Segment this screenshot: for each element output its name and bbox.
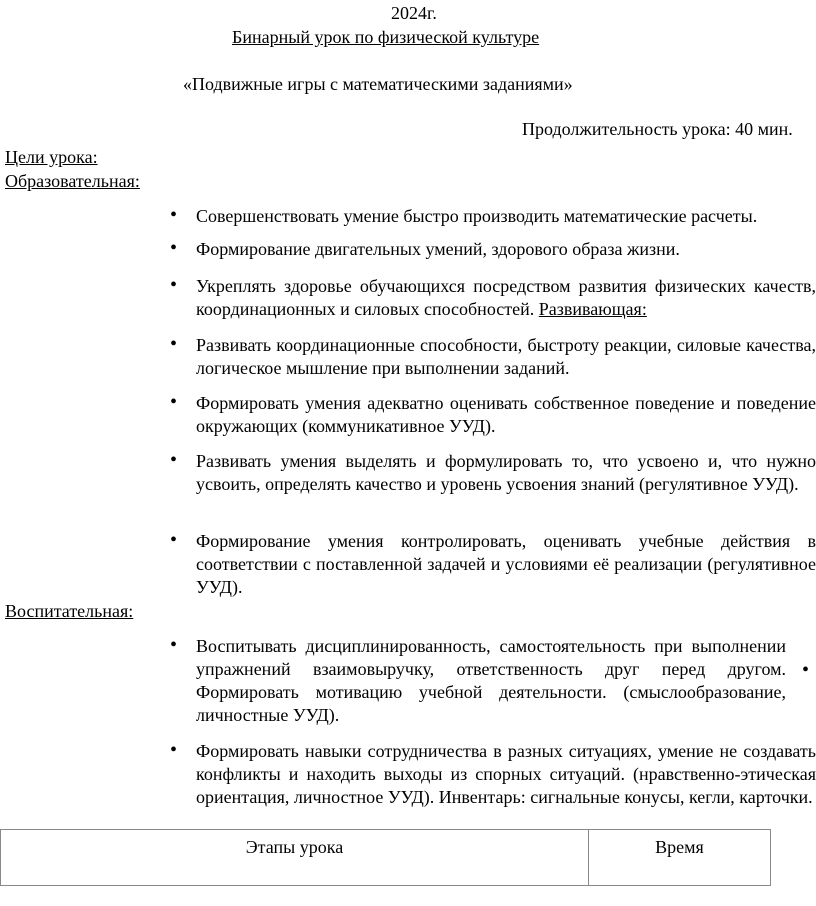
- educational-heading: Образовательная:: [5, 171, 140, 191]
- bullet-icon: •: [170, 739, 178, 761]
- bullet-icon: •: [170, 529, 178, 551]
- goals-heading: Цели урока:: [5, 147, 98, 167]
- developing-item-1: Развивать координационные способности, быстроту реакции, силовые качества, логическое мышление при выполнении заданий.: [196, 335, 816, 378]
- upbringing-item-2: Формировать мотивацию учебной деятельности. (смыслообразование, личностные УУД).: [196, 682, 786, 725]
- bullet-icon: •: [170, 333, 178, 355]
- list-item: [196, 238, 816, 261]
- developing-item-3: Развивать умения выделять и формулировать то, что усвоено и, что нужно усвоить, определять качество и уровень усвоения знаний (регулятивное УУД).: [196, 451, 816, 494]
- educational-item-2: Формирование двигательных умений, здорового образа жизни.: [196, 239, 680, 259]
- list-item: [196, 205, 816, 228]
- developing-heading: Развивающая:: [538, 299, 647, 319]
- bullet-icon: •: [170, 634, 178, 656]
- developing-item-2: Формировать умения адекватно оценивать собственное поведение и поведение окружающих (коммуникативное УУД).: [196, 393, 816, 436]
- upbringing-heading: Воспитательная:: [5, 601, 134, 621]
- developing-item-4: Формирование умения контролировать, оценивать учебные действия в соответствии с поставленной задачей и условиями её реализации (регулятивное УУД).: [196, 531, 816, 597]
- list-item: [196, 334, 816, 380]
- upbringing-item-1: Воспитывать дисциплинированность, самостоятельность при выполнении упражнений взаимовыручку, ответственность друг перед другом.: [196, 636, 786, 679]
- upbringing-item-3: Формировать навыки сотрудничества в разных ситуациях, умение не создавать конфликты и находить выходы из спорных ситуаций. (нравственно-этическая ориентация, личностное УУД).: [196, 741, 816, 807]
- bullet-icon: •: [170, 204, 178, 226]
- bullet-icon: •: [170, 237, 178, 259]
- lesson-subtitle: «Подвижные игры с математическими заданиями»: [183, 74, 573, 94]
- educational-item-3: Укреплять здоровье обучающихся посредством развития физических качеств, координационных и силовых способностей.: [196, 276, 816, 319]
- bullet-icon: •: [802, 659, 810, 681]
- year: 2024г.: [391, 3, 437, 23]
- equipment: Инвентарь: сигнальные конусы, кегли, карточки.: [438, 787, 813, 807]
- lesson-duration: Продолжительность урока: 40 мин.: [522, 119, 793, 139]
- table-row: [1, 830, 771, 886]
- educational-item-1: Совершенствовать умение быстро производить математические расчеты.: [196, 206, 758, 226]
- list-item: [196, 450, 816, 496]
- list-item: [196, 275, 816, 321]
- column-header-time: Время: [589, 830, 771, 886]
- list-item: [196, 635, 786, 727]
- column-header-stages: Этапы урока: [1, 830, 589, 886]
- lesson-title: Бинарный урок по физической культуре: [232, 27, 540, 47]
- list-item: [196, 530, 816, 599]
- list-item: [196, 740, 816, 809]
- list-item: [196, 392, 816, 438]
- bullet-icon: •: [170, 274, 178, 296]
- bullet-icon: •: [170, 449, 178, 471]
- lesson-stages-table: [0, 829, 771, 886]
- bullet-icon: •: [170, 391, 178, 413]
